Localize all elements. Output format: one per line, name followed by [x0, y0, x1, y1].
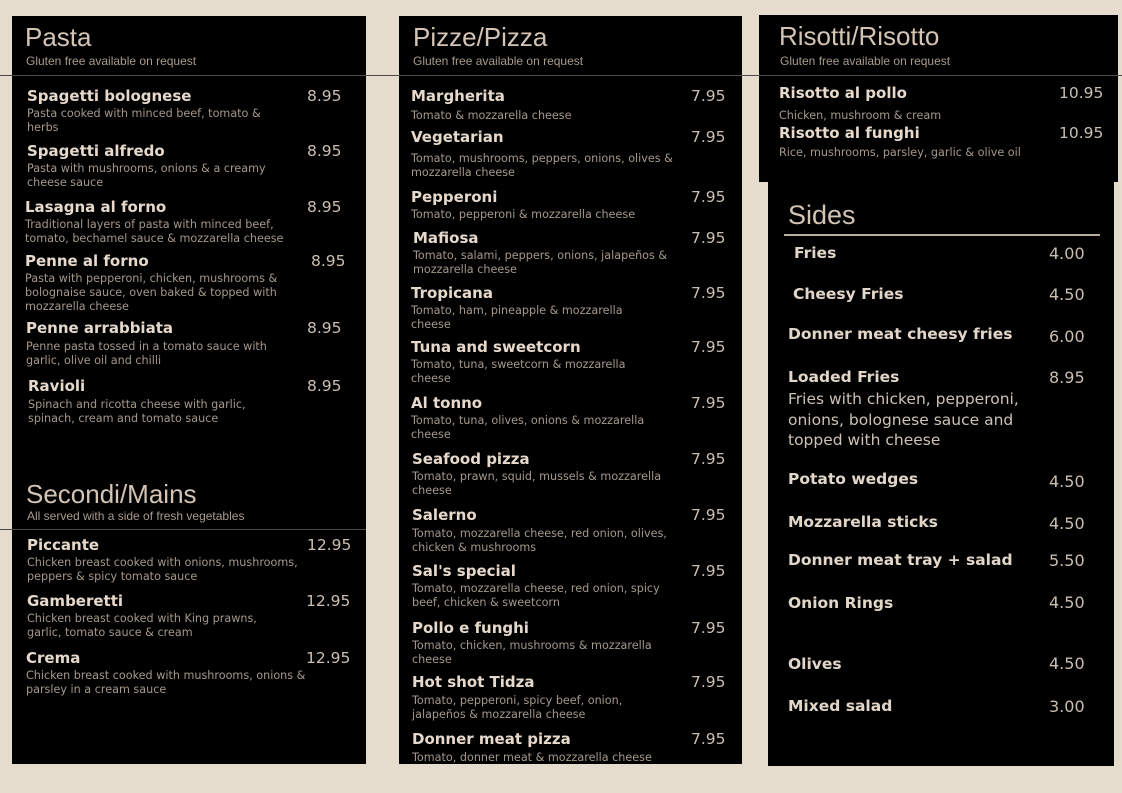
item-price: 8.95	[307, 142, 342, 160]
item-name: Piccante	[27, 536, 100, 554]
pizza-title: Pizze/Pizza	[413, 22, 548, 52]
item-price: 7.95	[691, 506, 726, 524]
item-description: Pasta with pepperoni, chicken, mushrooms & bolognaise sauce, oven baked & topped with mozzarella cheese	[25, 272, 278, 313]
item-name: Donner meat pizza	[412, 730, 571, 748]
item-description: Chicken breast cooked with King prawns, garlic, tomato sauce & cream	[27, 612, 257, 639]
item-price: 7.95	[691, 394, 726, 412]
item-description: Chicken, mushroom & cream	[779, 109, 942, 122]
risotto-subtitle: Gluten free available on request	[780, 54, 951, 68]
item-price: 7.95	[691, 619, 726, 637]
item-price: 7.95	[691, 188, 726, 206]
side-item-price: 5.50	[1049, 551, 1085, 570]
item-name: Seafood pizza	[412, 450, 530, 468]
item-name: Penne arrabbiata	[26, 319, 173, 337]
item-price: 7.95	[691, 673, 726, 691]
mains-subtitle: All served with a side of fresh vegetables	[27, 509, 245, 523]
item-description: Tomato, tuna, olives, onions & mozzarella cheese	[411, 414, 645, 441]
item-name: Lasagna al forno	[25, 198, 167, 216]
item-price: 7.95	[691, 229, 726, 247]
pizza-subtitle: Gluten free available on request	[413, 54, 584, 68]
side-item-price: 4.50	[1049, 285, 1085, 304]
sides-divider-line	[784, 234, 1100, 236]
side-item-price: 4.00	[1049, 244, 1085, 263]
item-description: Tomato, pepperoni, spicy beef, onion, jalapeños & mozzarella cheese	[412, 694, 623, 721]
item-description: Pasta with mushrooms, onions & a creamy cheese sauce	[27, 162, 266, 189]
item-price: 10.95	[1059, 84, 1104, 102]
side-item-name: Donner meat cheesy fries	[788, 325, 1013, 343]
side-item-name: Cheesy Fries	[793, 285, 904, 303]
side-item-name: Fries	[794, 244, 837, 262]
item-price: 12.95	[307, 536, 352, 554]
item-price: 7.95	[691, 562, 726, 580]
item-description: Tomato & mozzarella cheese	[411, 109, 572, 122]
side-item-name: Olives	[788, 655, 842, 673]
item-description: Tomato, tuna, sweetcorn & mozzarella cheese	[411, 358, 626, 385]
item-price: 12.95	[306, 649, 351, 667]
side-item-price: 4.50	[1049, 514, 1085, 533]
sides-title: Sides	[788, 200, 856, 230]
item-name: Gamberetti	[27, 592, 124, 610]
item-description: Tomato, ham, pineapple & mozzarella cheese	[411, 304, 623, 331]
item-price: 7.95	[691, 284, 726, 302]
item-description: Tomato, mushrooms, peppers, onions, olives & mozzarella cheese	[411, 152, 673, 179]
risotto-title: Risotti/Risotto	[779, 21, 940, 51]
item-description: Tomato, salami, peppers, onions, jalapeños & mozzarella cheese	[413, 249, 668, 276]
item-name: Margherita	[411, 87, 505, 105]
side-item-name: Mixed salad	[788, 697, 893, 715]
side-item-price: 4.50	[1049, 654, 1085, 673]
item-price: 7.95	[691, 730, 726, 748]
side-item-name: Donner meat tray + salad	[788, 551, 1013, 569]
item-name: Risotto al funghi	[779, 124, 920, 142]
item-price: 8.95	[307, 198, 342, 216]
item-name: Hot shot Tidza	[412, 673, 535, 691]
side-item-description: Fries with chicken, pepperoni, onions, bolognese sauce and topped with cheese	[788, 390, 1019, 449]
item-price: 7.95	[691, 450, 726, 468]
pasta-subtitle: Gluten free available on request	[26, 54, 197, 68]
item-description: Chicken breast cooked with mushrooms, onions & parsley in a cream sauce	[26, 669, 306, 696]
item-price: 10.95	[1059, 124, 1104, 142]
item-description: Chicken breast cooked with onions, mushrooms, peppers & spicy tomato sauce	[27, 556, 298, 583]
item-name: Spagetti alfredo	[27, 142, 165, 160]
item-name: Sal's special	[412, 562, 516, 580]
item-price: 8.95	[307, 377, 342, 395]
item-description: Tomato, prawn, squid, mussels & mozzarella cheese	[412, 470, 662, 497]
item-name: Pollo e funghi	[412, 619, 529, 637]
item-name: Salerno	[412, 506, 477, 524]
item-description: Traditional layers of pasta with minced beef, tomato, bechamel sauce & mozzarella cheese	[25, 218, 284, 245]
item-name: Tropicana	[411, 284, 493, 302]
item-price: 12.95	[306, 592, 351, 610]
item-name: Mafiosa	[413, 229, 479, 247]
item-description: Penne pasta tossed in a tomato sauce with garlic, olive oil and chilli	[26, 340, 267, 367]
item-name: Crema	[26, 649, 81, 667]
side-item-price: 4.50	[1049, 593, 1085, 612]
item-price: 8.95	[307, 319, 342, 337]
item-price: 8.95	[307, 87, 342, 105]
item-description: Pasta cooked with minced beef, tomato & herbs	[27, 107, 261, 134]
side-item-name: Loaded Fries	[788, 368, 900, 386]
item-name: Spagetti bolognese	[27, 87, 192, 105]
side-item-price: 6.00	[1049, 327, 1085, 346]
side-item-name: Mozzarella sticks	[788, 513, 938, 531]
item-name: Pepperoni	[411, 188, 498, 206]
item-name: Al tonno	[411, 394, 483, 412]
mains-title: Secondi/Mains	[26, 479, 197, 509]
header-divider-line	[0, 75, 1122, 76]
mains-divider-line	[0, 529, 366, 530]
side-item-price: 4.50	[1049, 472, 1085, 491]
item-price: 8.95	[311, 252, 346, 270]
item-price: 7.95	[691, 87, 726, 105]
item-name: Ravioli	[28, 377, 86, 395]
item-description: Tomato, mozzarella cheese, red onion, olives, chicken & mushrooms	[412, 527, 667, 554]
item-description: Rice, mushrooms, parsley, garlic & olive oil	[779, 146, 1021, 159]
item-description: Spinach and ricotta cheese with garlic, spinach, cream and tomato sauce	[28, 398, 246, 425]
item-name: Risotto al pollo	[779, 84, 907, 102]
item-name: Vegetarian	[411, 128, 504, 146]
item-name: Penne al forno	[25, 252, 149, 270]
side-item-price: 3.00	[1049, 697, 1085, 716]
item-description: Tomato, chicken, mushrooms & mozzarella cheese	[412, 639, 652, 666]
item-price: 7.95	[691, 128, 726, 146]
item-name: Tuna and sweetcorn	[411, 338, 581, 356]
item-description: Tomato, pepperoni & mozzarella cheese	[411, 208, 636, 221]
side-item-price: 8.95	[1049, 368, 1085, 387]
item-price: 7.95	[691, 338, 726, 356]
item-description: Tomato, donner meat & mozzarella cheese	[412, 751, 652, 764]
side-item-name: Potato wedges	[788, 470, 919, 488]
side-item-name: Onion Rings	[788, 594, 894, 612]
pasta-title: Pasta	[25, 22, 92, 52]
item-description: Tomato, mozzarella cheese, red onion, spicy beef, chicken & sweetcorn	[412, 582, 660, 609]
